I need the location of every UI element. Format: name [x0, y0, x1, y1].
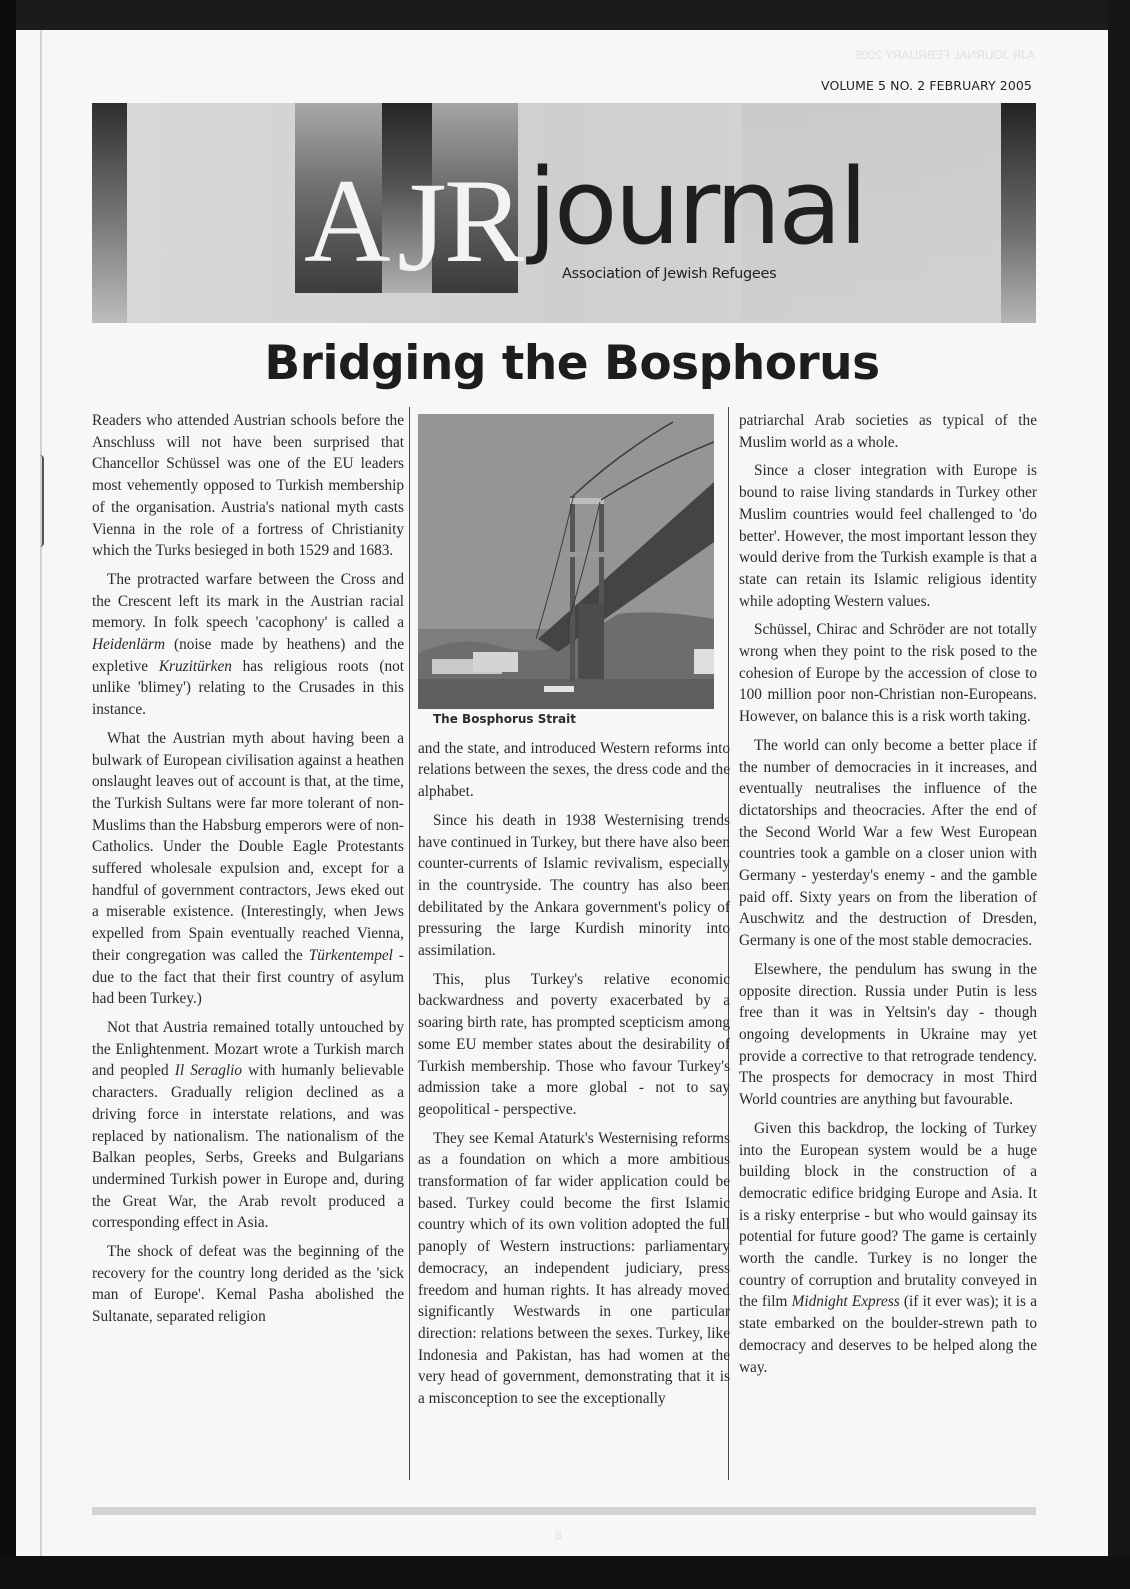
paragraph: The protracted warfare between the Cross and the Crescent left its mark in the Austrian racial memory. In folk speech 'cacophony' is called a Heidenlärm (noise made by heathens) and the expletive Kruzitürken has religious roots (not unlike 'blimey') relating to the Crusades in this instance. [92, 570, 404, 719]
column-rule [409, 407, 410, 1480]
italic-title: Il Seraglio [174, 1062, 243, 1080]
show-through-header: AJR JOURNAL FEBRUARY 2005 [855, 48, 1035, 62]
paragraph: What the Austrian myth about having been a bulwark of European civilisation against a heathen onslaught leaves out of account is that, at the time, the Turkish Sultans were far more tolerant of non-Muslims than the Habsburg emperors were of non-Catholics. Under the Double Eagle Protestants suffered wholesale expulsion and, except for a handful of government contractors, Jews eked out a miserable existence. (Interestingly, when Jews expelled from Spain eventually reached Vienna, their congregation was called the Türkentempel - due to the fact that their first country of asylum had been Turkey.) [92, 729, 404, 1008]
article-column-2 [418, 410, 730, 1417]
bridge-photo-illustration [418, 414, 714, 709]
paragraph: patriarchal Arab societies as typical of the Muslim world as a whole. [739, 412, 1037, 451]
logo-letter-r: R [444, 154, 525, 287]
article-headline: Bridging the Bosphorus [264, 336, 880, 391]
paragraph: Since his death in 1938 Westernising trends have continued in Turkey, but there have also been counter-currents of Islamic revivalism, especially in the countryside. The country has also been debilitated by the Ankara government's policy of pressuring the large Kurdish minority into assimilation. [418, 811, 730, 960]
issue-info: VOLUME 5 NO. 2 FEBRUARY 2005 [821, 78, 1032, 93]
italic-term: Kruzitürken [158, 657, 232, 675]
paragraph: They see Kemal Ataturk's Westernising reforms as a foundation on which a more ambitious transformation of far wider application could be based. Turkey could become the first Islamic country which of its own volition adopted the full panoply of Western instructions: parliamentary democracy, an independent judiciary, press freedom and human rights. It has already moved significantly Westwards in one particular direction: relations between the sexes. Turkey, like Indonesia and Pakistan, has had women at the very head of government, demonstrating that it is a misconception to see the exceptionally [418, 1129, 730, 1408]
page-fold-line [40, 30, 42, 1560]
bridge-photo [418, 414, 714, 709]
scan-border-left [0, 0, 16, 1589]
paragraph: Given this backdrop, the locking of Turkey into the European system would be a huge building block in the construction of a democratic edifice bridging Europe and Asia. It is a risky enterprise - but who would gainsay its potential for future good? The game is certainly worth the candle. Turkey is no longer the country of corruption and brutality conveyed in the film Midnight Express (if it ever was); it is a state embarked on the boulder-strewn path to democracy and deserves to be helped along the way. [739, 1119, 1037, 1376]
masthead-bar-right [1001, 103, 1036, 323]
photo-caption: The Bosphorus Strait [433, 712, 576, 726]
logo-letter-a: A [304, 154, 391, 287]
scan-border-right [1108, 0, 1130, 1589]
article-column-1 [92, 410, 404, 1335]
scan-border-bottom [0, 1556, 1130, 1589]
paragraph: Since a closer integration with Europe is bound to raise living standards in Turkey other Muslim countries would feel challenged to 'do better'. However, the most important lesson they would derive from the Turkish example is that a state can retain its Islamic religious identity while adopting Western values. [739, 462, 1037, 610]
paragraph: Readers who attended Austrian schools before the Anschluss will not have been surprised that Chancellor Schüssel was one of the EU leaders most vehemently opposed to Turkish membership of the organisation. Austria's national myth casts Vienna in the role of a fortress of Christianity which the Turks besieged in both 1529 and 1683. [92, 412, 404, 560]
italic-term: Türkentempel [308, 946, 393, 964]
page-number: 8 [555, 1528, 562, 1542]
masthead-bar-left [92, 103, 127, 323]
logo-wordmark: journal [528, 146, 865, 268]
logo-letter-j: J [397, 156, 447, 298]
footer-rule [92, 1507, 1036, 1515]
paragraph: and the state, and introduced Western reforms into relations between the sexes, the dress code and the alphabet. [418, 739, 730, 801]
paragraph: This, plus Turkey's relative economic backwardness and poverty exacerbated by a soaring birth rate, has prompted scepticism among some EU member states about the desirability of Turkish membership. Those who favour Turkey's admission take a more global - not to say geopolitical - perspective. [418, 970, 730, 1118]
binding-mark [38, 455, 44, 547]
paragraph: Not that Austria remained totally untouched by the Enlightenment. Mozart wrote a Turkish march and peopled Il Seraglio with humanly believable characters. Gradually religion declined as a driving force in interstate relations, and was replaced by nationalism. The nationalism of the Balkan peoples, Serbs, Greeks and Bulgarians undermined Turkish power in Europe and, during the Great War, the Arab revolt produced a corresponding effect in Asia. [92, 1018, 404, 1232]
masthead-subtitle: Association of Jewish Refugees [562, 266, 777, 282]
masthead [92, 103, 1036, 323]
paragraph: Schüssel, Chirac and Schröder are not totally wrong when they point to the risk posed to the cohesion of Europe by the accession of close to 100 million poor non-Christian non-Europeans. However, on balance this is a risk worth taking. [739, 621, 1037, 726]
paragraph: The shock of defeat was the beginning of the recovery for the country long derided as the 'sick man of Europe'. Kemal Pasha abolished the Sultanate, separated religion [92, 1243, 404, 1326]
scan-border-top [0, 0, 1130, 32]
paragraph: The world can only become a better place if the number of democracies in it increases, and eventually neutralises the influence of the dictatorships and theocracies. After the end of the Second World War a few West European countries took a gamble on a closer union with Germany - yesterday's enemy - and the gamble paid off. Sixty years on from the liberation of Auschwitz and the destruction of Dresden, Germany is one of the most stable democracies. [739, 736, 1037, 950]
paragraph: Elsewhere, the pendulum has swung in the opposite direction. Russia under Putin is less free than it was in Yeltsin's day - though ongoing developments in Ukraine may yet provide a corrective to that retrograde tendency. The prospects for democracy in most Third World countries are anything but favourable. [739, 960, 1037, 1109]
article-column-3 [739, 410, 1037, 1385]
italic-term: Heidenlärm [92, 636, 166, 654]
italic-title: Midnight Express [791, 1293, 900, 1311]
